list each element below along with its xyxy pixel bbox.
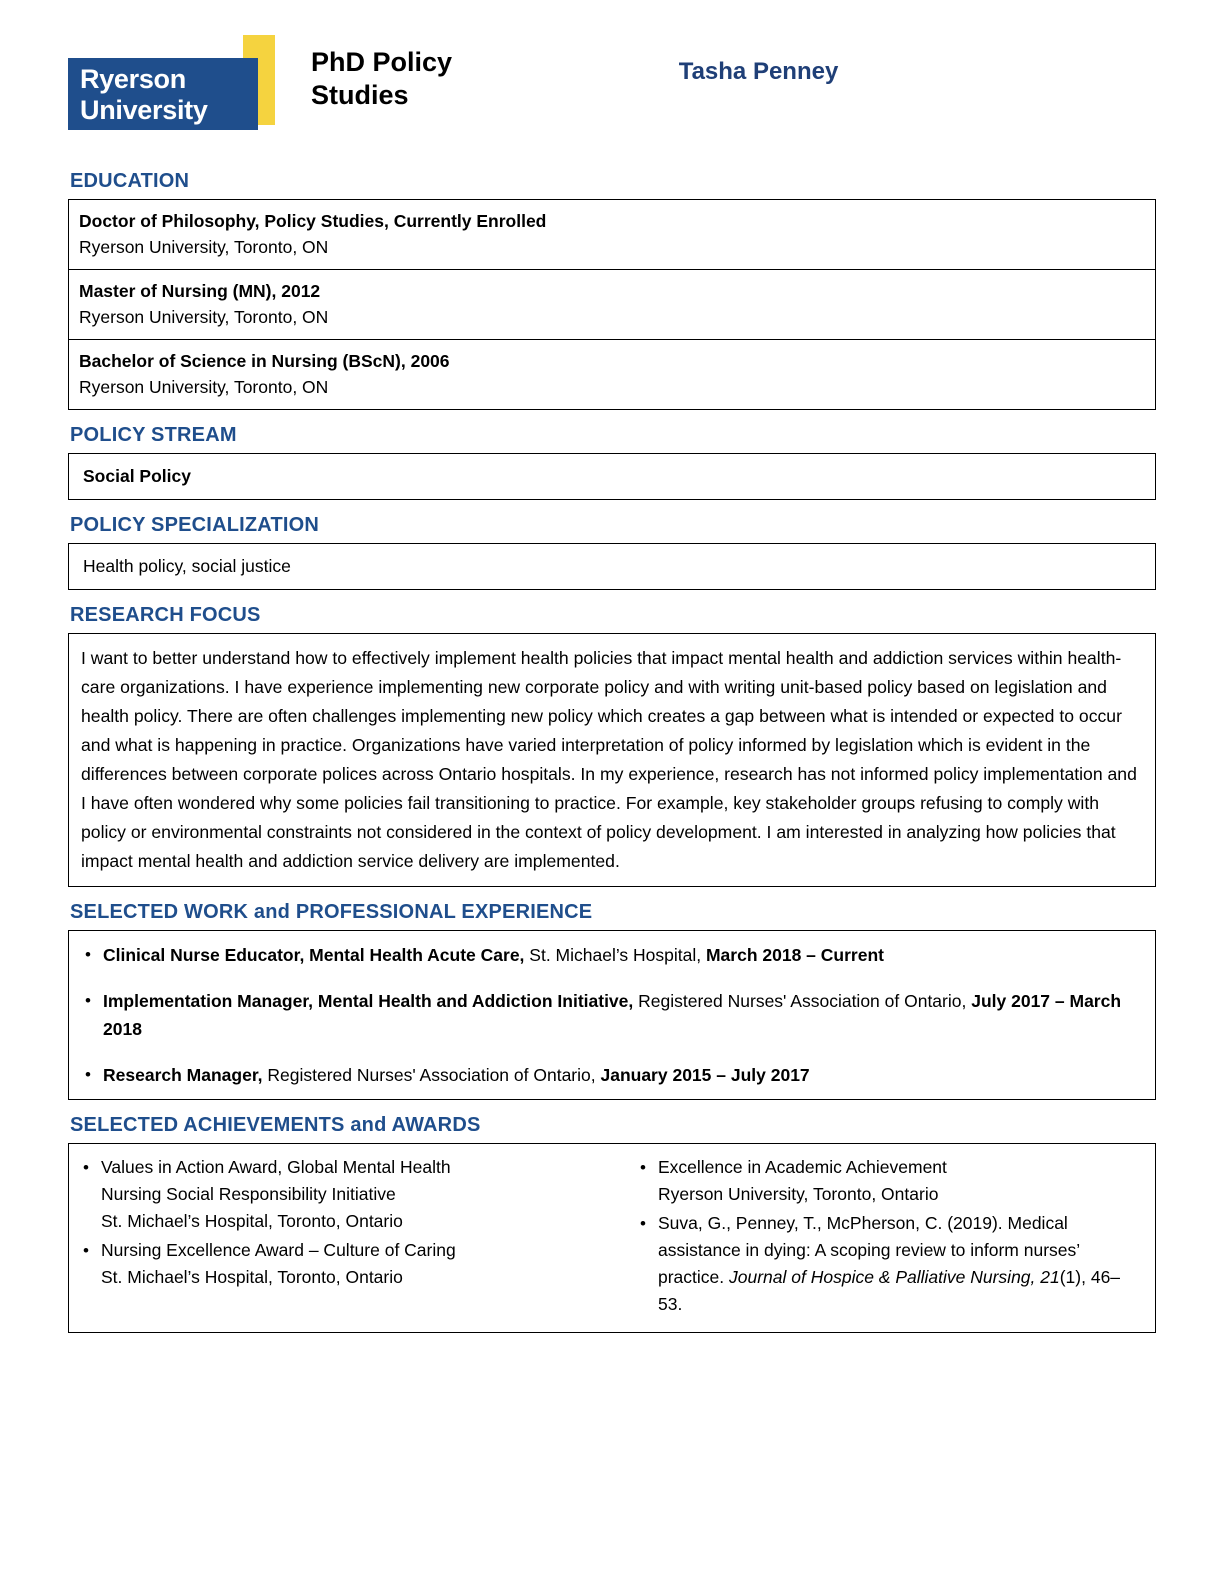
section-title-awards: SELECTED ACHIEVEMENTS and AWARDS <box>70 1114 481 1136</box>
award-citation <box>638 1210 1143 1318</box>
policy-specialization-value: Health policy, social justice <box>83 556 291 576</box>
award-line-2: Ryerson University, Toronto, Ontario <box>658 1184 939 1204</box>
award-line-1: • Nursing Excellence Award – Culture of Caring <box>101 1240 456 1260</box>
experience-org: Registered Nurses' Association of Ontario, <box>633 991 972 1011</box>
award-line-2: St. Michael’s Hospital, Toronto, Ontario <box>101 1267 403 1287</box>
research-focus-box <box>68 633 1156 887</box>
experience-list <box>69 931 1155 1099</box>
experience-item <box>81 987 1143 1043</box>
citation-text: Suva, G., Penney, T., McPherson, C. (2019). Medical assistance in dying: A scoping review to inform nurses’ practice. <box>658 1213 1080 1287</box>
section-title-research-focus: RESEARCH FOCUS <box>70 604 261 626</box>
education-entry <box>69 200 1155 270</box>
policy-stream-value: Social Policy <box>83 466 191 486</box>
logo-line-1: Ryerson <box>80 64 186 94</box>
experience-org: Registered Nurses' Association of Ontario, <box>262 1065 601 1085</box>
experience-item <box>81 941 1143 969</box>
education-entry <box>69 340 1155 409</box>
education-school: Ryerson University, Toronto, ON <box>79 377 329 397</box>
experience-box <box>68 930 1156 1100</box>
citation-pages: (1), 46–53. <box>658 1267 1121 1314</box>
education-school: Ryerson University, Toronto, ON <box>79 307 329 327</box>
policy-specialization-box <box>68 543 1156 590</box>
experience-dates: March 2018 – Current <box>705 945 884 965</box>
logo-wordmark <box>68 58 258 130</box>
experience-role: Implementation Manager, Mental Health and Addiction Initiative, <box>103 991 634 1011</box>
awards-box <box>68 1143 1156 1333</box>
section-title-experience: SELECTED WORK and PROFESSIONAL EXPERIENCE <box>70 901 593 923</box>
section-title-policy-specialization: POLICY SPECIALIZATION <box>70 514 320 536</box>
experience-role: Clinical Nurse Educator, Mental Health Acute Care, <box>103 945 525 965</box>
award-item <box>81 1154 612 1235</box>
award-line-1: • Excellence in Academic Achievement <box>658 1157 947 1177</box>
policy-stream-box <box>68 453 1156 500</box>
section-title-policy-stream: POLICY STREAM <box>70 424 237 446</box>
page-header <box>68 0 1156 156</box>
experience-dates: July 2017 – March 2018 <box>103 991 1122 1039</box>
experience-org: St. Michael’s Hospital, <box>524 945 706 965</box>
education-school: Ryerson University, Toronto, ON <box>79 237 329 257</box>
award-item <box>638 1154 1143 1208</box>
ryerson-logo <box>68 40 273 130</box>
education-degree: Doctor of Philosophy, Policy Studies, Currently Enrolled <box>79 211 547 231</box>
award-line-3: St. Michael’s Hospital, Toronto, Ontario <box>101 1211 403 1231</box>
logo-line-2: University <box>80 95 208 125</box>
awards-column-right <box>612 1154 1143 1320</box>
experience-role: Research Manager, <box>103 1065 263 1085</box>
awards-column-left <box>81 1154 612 1320</box>
award-item <box>81 1237 612 1291</box>
candidate-name: Tasha Penney <box>678 58 839 85</box>
program-title: PhD Policy Studies <box>311 47 453 110</box>
award-line-1: • Values in Action Award, Global Mental Health <box>101 1157 451 1177</box>
research-focus-text: I want to better understand how to effectively implement health policies that impact mental health and addiction services within health-care organizations. I have experience implementing new corporate policy and with writing unit-based policy based on legislation and health policy. There are often challenges implementing new policy which creates a gap between what is intended or expected to occur and what is happening in practice. Organizations have varied interpretation of policy informed by legislation which is evident in the differences between corporate polices across Ontario hospitals. In my experience, research has not informed policy implementation and I have often wondered why some policies fail transitioning to practice. For example, key stakeholder groups refusing to comply with policy or environmental constraints not considered in the context of policy development. I am interested in analyzing how policies that impact mental health and addiction service delivery are implemented. <box>81 648 1137 871</box>
education-box <box>68 199 1156 410</box>
education-entry <box>69 270 1155 340</box>
experience-item <box>81 1061 1143 1089</box>
education-degree: Master of Nursing (MN), 2012 <box>79 281 321 301</box>
education-degree: Bachelor of Science in Nursing (BScN), 2006 <box>79 351 450 371</box>
awards-columns <box>69 1144 1155 1332</box>
section-title-education: EDUCATION <box>70 170 190 192</box>
experience-dates: January 2015 – July 2017 <box>600 1065 810 1085</box>
award-line-2: Nursing Social Responsibility Initiative <box>101 1184 396 1204</box>
citation-journal: Journal of Hospice & Palliative Nursing, 21 <box>729 1267 1060 1287</box>
